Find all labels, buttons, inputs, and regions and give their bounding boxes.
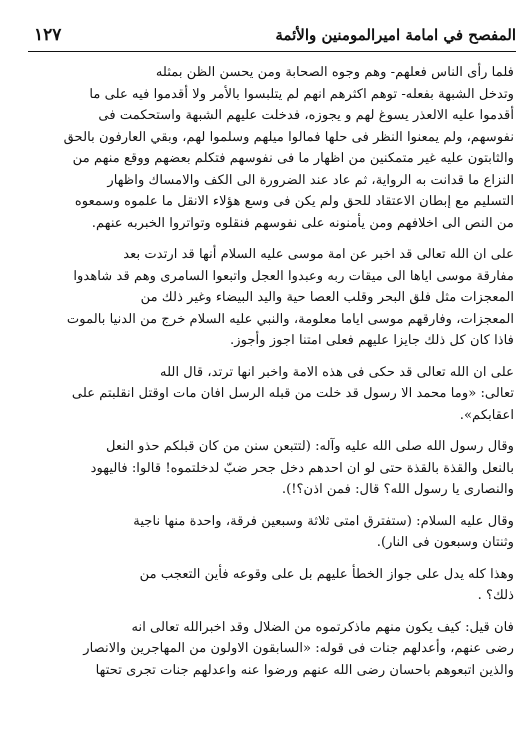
text-line: من النص الى اخلافهم ومن يأمنونه على نفوسهم فنقلوه وتواتروا الخبربه عنهم. [91, 215, 514, 231]
text-line: أقدموا عليه الالعذر يسوغ لهم و يجوزه، فدخلت عليهم الشبهة واستحكمت فى [98, 108, 514, 123]
paragraph-gap [30, 554, 514, 564]
text-line: المعجزات، وفارقهم موسى اياما معلومة، والنبي عليه السلام خرج من الدنيا بالموت [66, 311, 514, 327]
text-line: وقال رسول الله صلى الله عليه وآله: (لتتبعن سنن من كان قبلكم حذو النعل [105, 439, 514, 454]
text-line: وهذا كله يدل على جواز الخطأ عليهم بل على وقوعه فأين التعجب من [139, 566, 514, 582]
text-line: والذين اتبعوهم باحسان رضى الله عنهم ورضوا عنه واعدلهم جنات تجرى تحتها [95, 662, 514, 678]
text-line: وثنتان وسبعون فى النار). [376, 535, 514, 550]
paragraph [30, 62, 514, 234]
text-line: النزاع ما قدانت به الرواية، ثم عاد عند الضرورة الى الكف والامساك واظهار [107, 172, 514, 188]
paragraph-gap [30, 607, 514, 617]
paragraph-gap [30, 352, 514, 362]
paragraph-gap [30, 234, 514, 244]
header-rule [28, 51, 516, 52]
header-title: المفصح في امامة اميرالمومنين والأئمة [275, 26, 516, 44]
paragraph [30, 362, 514, 427]
text-line: فان قيل: كيف يكون منهم ماذكرتموه من الضلال وقد اخبرالله تعالى انه [131, 619, 514, 635]
page-number: ١٢٧ [34, 25, 62, 45]
text-line: فاذا كان كل ذلك جايزا عليهم فعلى امتنا اجوز وأجوز. [230, 333, 514, 348]
text-line: مفارقة موسى اياها الى ميقات ربه وعبدوا العجل واتبعوا السامرى وهم قد شاهدوا [73, 268, 514, 284]
text-line: رضى عنهم، وأعدلهم جنات فى قوله: «السابقون الاولون من المهاجرين والانصار [83, 641, 514, 656]
body-text [30, 62, 514, 746]
text-line: وتدخل الشبهة بفعله- توهم اكثرهم انهم لم يتلبسوا بالأمر ولا أقدموا فيه على ما [89, 86, 514, 102]
text-line: اعقابكم». [459, 407, 514, 423]
paragraph [30, 244, 514, 352]
paragraph [30, 511, 514, 554]
paragraph [30, 617, 514, 682]
text-line: نفوسهم، ولم يمعنوا النظر فى حلها فمالوا ميلهم وسلموا لهم، وبقي العارفون بالحق [63, 129, 514, 145]
text-line: المعجزات مثل فلق البحر وقلب العصا حية واليد البيضاء وغير ذلك من [140, 290, 514, 305]
paragraph-gap [30, 501, 514, 511]
text-line: وقال عليه السلام: (ستفترق امتى ثلاثة وسبعين فرقة، واحدة منها ناجية [133, 513, 514, 529]
running-header [28, 22, 516, 50]
text-line: تعالى: «وما محمد الا رسول قد خلت من قبله الرسل افان مات اوقتل انقلبتم على [71, 386, 514, 401]
text-line: على ان الله تعالى قد حكى فى هذه الامة واخبر انها ترتد، قال الله [160, 364, 514, 380]
text-line: التسليم مع إبطان الاعتقاد للحق ولم يكن فى وسع هؤلاء الانقل ما علموه وسمعوه [74, 194, 514, 209]
paragraph [30, 564, 514, 607]
text-line: على ان الله تعالى قد اخبر عن امة موسى عليه السلام أنها قد ارتدت بعد [123, 247, 514, 262]
text-line: والنصارى يا رسول الله؟ قال: فمن اذن؟!). [281, 482, 514, 497]
paragraph [30, 436, 514, 501]
text-line: فلما رأى الناس فعلهم- وهم وجوه الصحابة ومن يحسن الظن بمثله [155, 65, 514, 80]
text-line: بالنعل والقذة بالقذة حتى لو ان احدهم دخل جحر ضبّ لدخلتموه! قالوا: فاليهود [90, 460, 514, 476]
text-line: ذلك؟ . [477, 588, 514, 603]
text-line: والثابتون عليه غير متمكنين من اظهار ما فى نفوسهم فتكلم بعضهم ووقع منهم من [72, 151, 514, 166]
paragraph-gap [30, 426, 514, 436]
